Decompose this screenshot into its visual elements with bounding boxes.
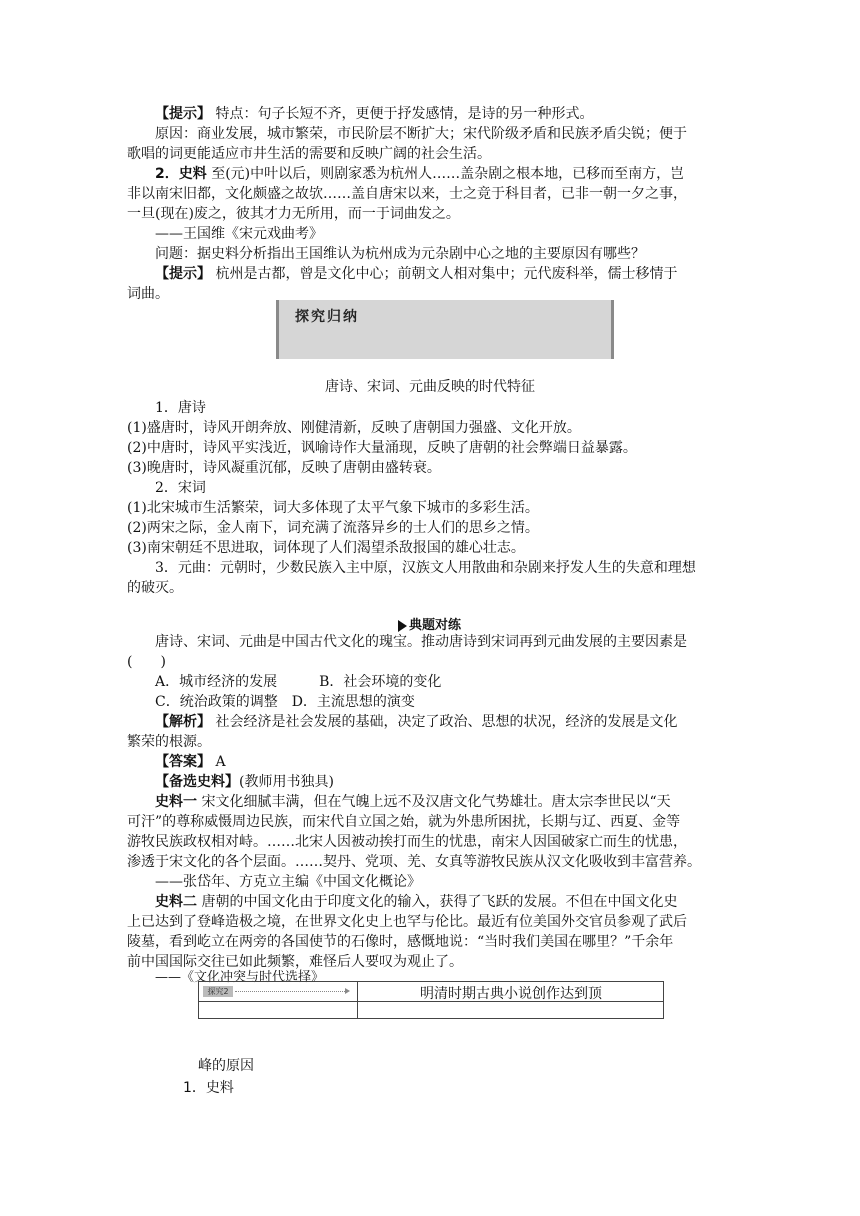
question-line: 问题：据史料分析指出王国维认为杭州成为元杂剧中心之地的主要原因有哪些？ (155, 246, 645, 262)
backup-heading (155, 772, 765, 792)
summary-item-3-cont: 的破灭。 (127, 580, 183, 596)
summary-item-3: 3．元曲：元朝时，少数民族入主中原，汉族文人用散曲和杂剧来抒发人生的失意和理想 (155, 560, 696, 576)
source-two-line-4: 前中国国际交往已如此频繁，难怪后人要叹为观止了。 (127, 954, 463, 970)
answer-value: A (211, 754, 226, 770)
exercise-heading-text: 典题对练 (409, 618, 462, 633)
table-divider (357, 982, 358, 1018)
tip-label: 【提示】 (155, 266, 211, 282)
dotted-line (235, 991, 345, 992)
source-one-line-2: 可汗”的尊称威慑周边民族，而宋代自立国之始，就为外患所困扰，长期与辽、西夏、金等 (127, 814, 681, 830)
source-one-line-4: 渗透于宋文化的各个层面。……契丹、党项、羌、女真等游牧民族从汉文化吸收到丰富营养。 (127, 854, 701, 870)
source-two-text: 唐朝的中国文化由于印度文化的输入，获得了飞跃的发展。不但在中国文化史 (197, 894, 678, 910)
source-two-label: 史料二 (155, 894, 197, 910)
explore-tag (203, 985, 353, 998)
banner-label: 探究归纳 (295, 309, 359, 325)
options-ab: A．城市经济的发展 B．社会环境的变化 (155, 674, 442, 690)
summary-heading: 唐诗、宋词、元曲反映的时代特征 (325, 379, 535, 395)
table-title-continued: 峰的原因 (198, 1058, 254, 1074)
tail-item-1: 1．史料 (183, 1080, 234, 1096)
summary-item-2c: (3)南宋朝廷不思进取，词体现了人们渴望杀敌报国的雄心壮志。 (127, 540, 525, 556)
summary-item-2a: (1)北宋城市生活繁荣，词大多体现了太平气象下城市的多彩生活。 (127, 500, 539, 516)
options-cd: C．统治政策的调整 D．主流思想的演变 (155, 694, 415, 710)
answer-label: 【答案】 (155, 754, 211, 770)
analysis-line-1 (155, 712, 765, 732)
source-two-line-1 (155, 892, 765, 912)
exercise-heading (398, 614, 461, 633)
tip-text: 杭州是古都，曾是文化中心；前朝文人相对集中；元代废科举，儒士移情于 (211, 266, 678, 282)
source-text: 至(元)中叶以后，则剧家悉为杭州人……盖杂剧之根本地，已移而至南方，岂 (206, 166, 685, 182)
tip-paragraph-2 (155, 264, 765, 284)
explore-table (198, 981, 664, 1019)
tip-paragraph-1 (155, 104, 765, 124)
source2-line-1 (155, 164, 765, 184)
analysis-label: 【解析】 (155, 714, 211, 730)
table-title: 明清时期古典小说创作达到顶 (420, 986, 602, 1002)
source-two-citation: ——《文化冲突与时代选择》 (155, 970, 325, 985)
analysis-text: 社会经济是社会发展的基础，决定了政治、思想的状况，经济的发展是文化 (211, 714, 678, 730)
source2-citation: ——王国维《宋元戏曲考》 (155, 226, 323, 242)
question-stem-1: 唐诗、宋词、元曲是中国古代文化的瑰宝。推动唐诗到宋词再到元曲发展的主要因素是 (155, 634, 687, 650)
source-label: 2．史料 (155, 166, 207, 182)
question-stem-2: ( ) (127, 654, 166, 670)
tip-line-2: 词曲。 (127, 286, 169, 302)
answer-line (155, 752, 765, 772)
summary-item-1: 1．唐诗 (155, 400, 206, 416)
backup-note: (教师用书独具) (239, 774, 334, 790)
tip-label: 【提示】 (155, 106, 211, 122)
triangle-icon (398, 620, 407, 632)
backup-label: 【备选史料】 (155, 774, 239, 790)
summary-item-1a: (1)盛唐时，诗风开朗奔放、刚健清新，反映了唐朝国力强盛、文化开放。 (127, 420, 581, 436)
source2-line-3: 一旦(现在)废之，彼其才力无所用，而一于词曲发之。 (127, 206, 460, 222)
reason-line-2: 歌唱的词更能适应市井生活的需要和反映广阔的社会生活。 (127, 146, 491, 162)
source-one-label: 史料一 (155, 794, 197, 810)
arrow-icon (345, 988, 350, 994)
source-one-line-3: 游牧民族政权相对峙。……北宋人因被动挨打而生的忧患，南宋人因国破家亡而生的忧患， (127, 834, 687, 850)
source-two-line-3: 陵墓，看到屹立在两旁的各国使节的石像时，感慨地说：“当时我们美国在哪里？”千余年 (127, 934, 674, 950)
analysis-line-2: 繁荣的根源。 (127, 734, 211, 750)
source-one-text: 宋文化细腻丰满，但在气魄上远不及汉唐文化气势雄壮。唐太宗李世民以“天 (197, 794, 671, 810)
summary-item-1c: (3)晚唐时，诗风凝重沉郁，反映了唐朝由盛转衰。 (127, 460, 441, 476)
summary-item-2: 2．宋词 (155, 480, 206, 496)
source-one-citation: ——张岱年、方克立主编《中国文化概论》 (155, 874, 421, 890)
section-banner (276, 300, 614, 359)
summary-item-1b: (2)中唐时，诗风平实浅近，讽喻诗作大量涌现，反映了唐朝的社会弊端日益暴露。 (127, 440, 637, 456)
tip-text: 特点：句子长短不齐，更便于抒发感情，是诗的另一种形式。 (211, 106, 594, 122)
source-one-line-1 (155, 792, 765, 812)
source2-line-2: 非以南宋旧都，文化颇盛之故欤……盖自唐宋以来，士之竞于科目者，已非一朝一夕之事， (127, 186, 687, 202)
summary-item-2b: (2)两宋之际，金人南下，词充满了流落异乡的士人们的思乡之情。 (127, 520, 539, 536)
explore-tag-label: 探究2 (203, 986, 233, 997)
source-two-line-2: 上已达到了登峰造极之境，在世界文化史上也罕与伦比。最近有位美国外交官员参观了武后 (127, 914, 687, 930)
reason-line-1: 原因：商业发展，城市繁荣，市民阶层不断扩大；宋代阶级矛盾和民族矛盾尖锐；便于 (155, 126, 687, 142)
